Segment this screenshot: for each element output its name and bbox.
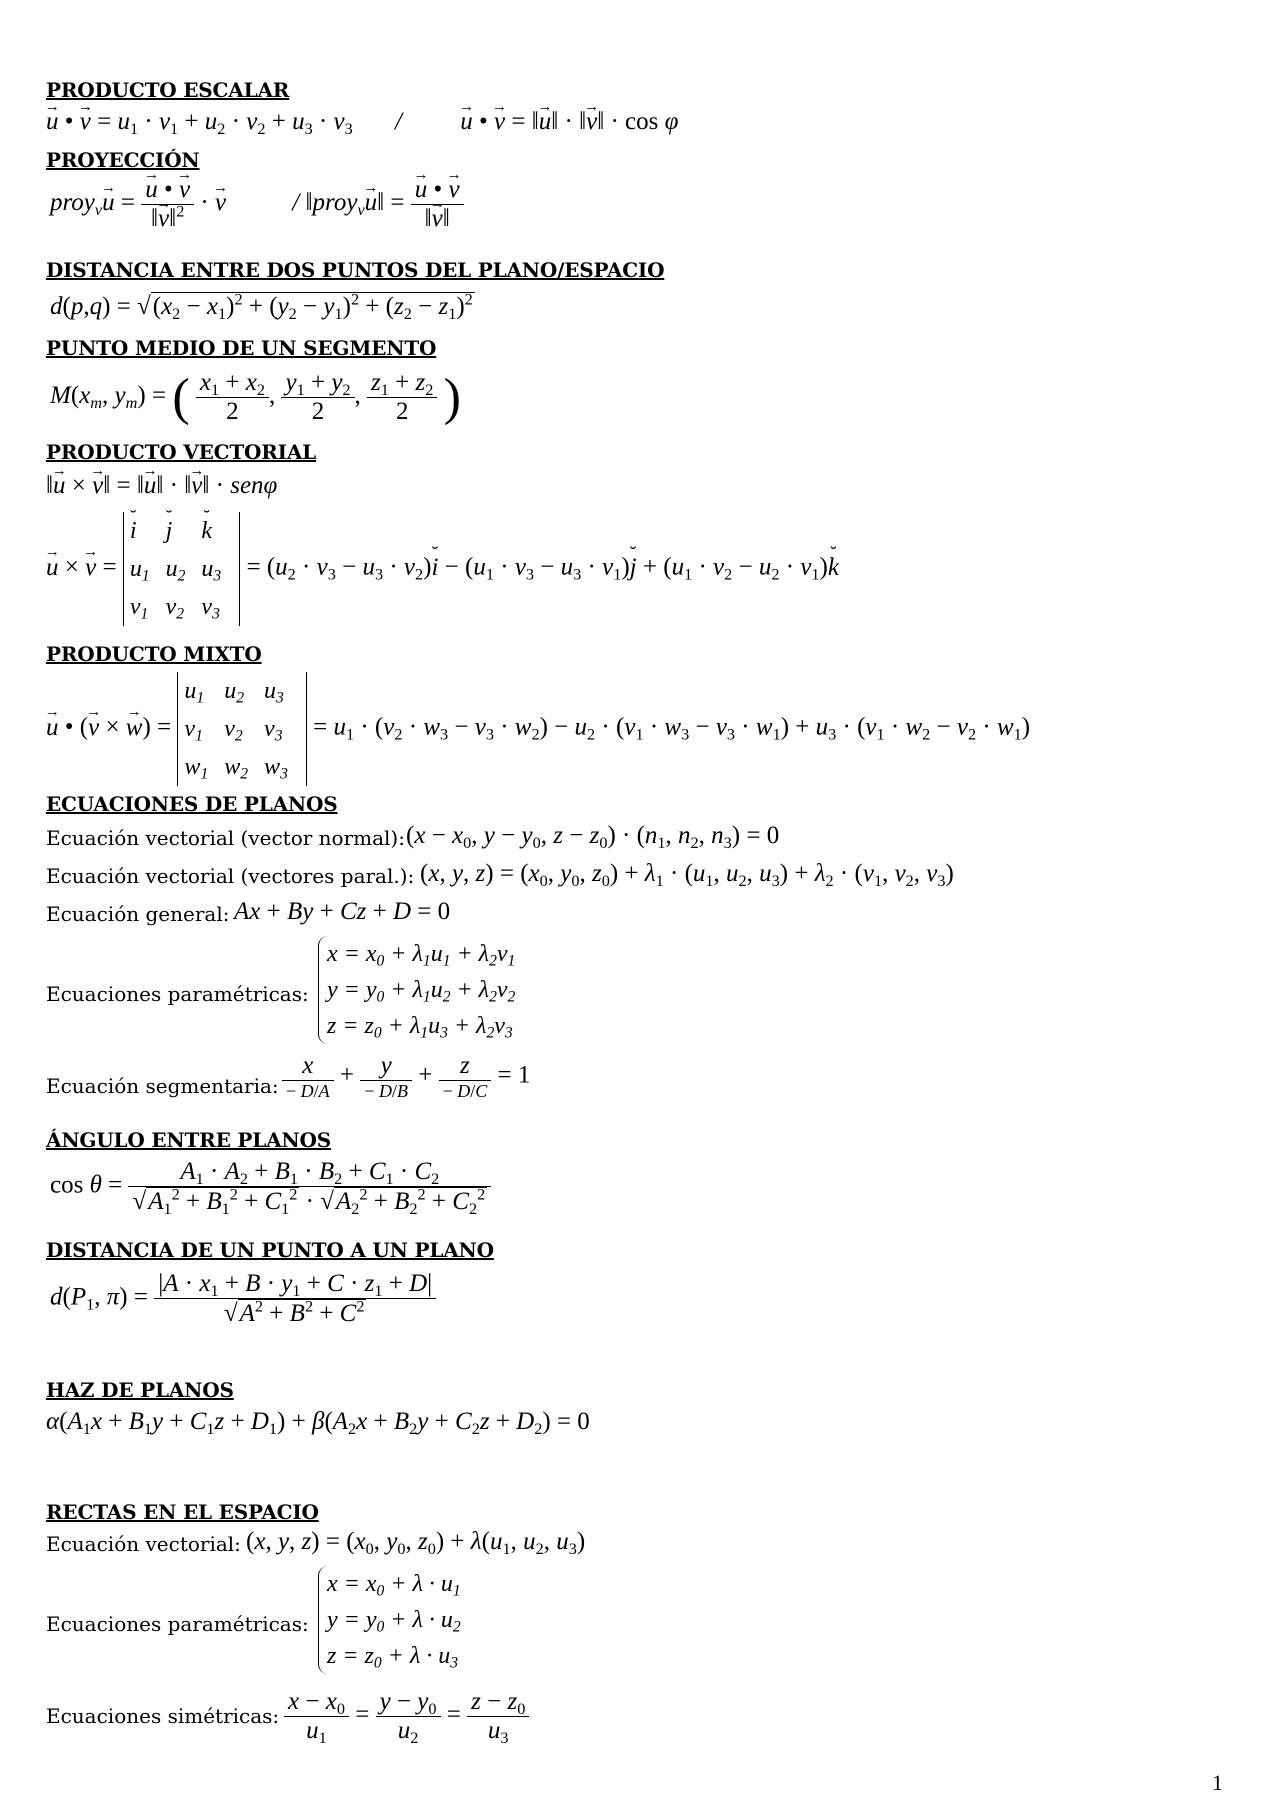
- label-recta-parametricas: Ecuaciones paramétricas:: [46, 1612, 309, 1636]
- label-recta-simetricas: Ecuaciones simétricas:: [46, 1704, 280, 1728]
- formula-producto-vectorial: → u × → v = ˘ i ˘ j ˘ k $u_1$ $u_2$ $u_3$ $v_1$ $v_2$ $v_3$ = ($u_2 \cdot v_3 - u_3$ · $v_2)˘$ $i - (u_1 \cdot v_3 - u_3$ · $v_1)˘$ $j + (u_1 \cdot v_2 - u_2$ · $v_1)˘$ k: [46, 512, 839, 626]
- heading-distancia-punto-plano: DISTANCIA DE UN PUNTO A UN PLANO: [46, 1238, 494, 1262]
- formula-plano-parametricas: $x = x_0 + \lambda_1u_1 + \lambda_2v_1$ $y = y_0 + \lambda_1u_2 + \lambda_2v_2$ $z = z_0 + \lambda_1u_3 + \lambda_2v_3$: [318, 936, 515, 1044]
- label-plano-segmentaria: Ecuación segmentaria:: [46, 1074, 279, 1098]
- formula-haz-planos: $\alpha(A_1x + B_1y + C_1z + D_1) + \beta(A_2x + B_2y + C_2z + D_2) = 0$: [46, 1408, 590, 1438]
- heading-haz-planos: HAZ DE PLANOS: [46, 1378, 234, 1402]
- formula-plano-general: Ax + By + Cz + D = 0: [234, 898, 451, 925]
- formula-distancia-puntos: $d(p,q) = √(x_2 - x_1)^2 + (y_2 - y_1)^2 + (z_2 - z_1)^2$: [50, 290, 473, 323]
- label-plano-parametricas: Ecuaciones paramétricas:: [46, 982, 309, 1006]
- heading-producto-vectorial: PRODUCTO VECTORIAL: [46, 440, 316, 464]
- heading-distancia-puntos: DISTANCIA ENTRE DOS PUNTOS DEL PLANO/ESPACIO: [46, 258, 665, 282]
- formula-recta-parametricas: $x = x_0 + \lambda \cdot u_1$ $y = y_0 + \lambda \cdot u_2$ $z = z_0 + \lambda \cdot u_3$: [318, 1566, 461, 1674]
- formula-distancia-punto-plano: $d(P_1$, π) = $\frac{|A \cdot x_1 + B \cdot y_1 + C \cdot z_1 + D|}{√A^2 + B^2 + C^2}$: [50, 1270, 436, 1328]
- label-plano-general: Ecuación general:: [46, 902, 230, 926]
- formula-plano-vectorial-paral: (x, y, $z) = (x_0$, $y_0$, $z_0) + \lambda_1 \cdot (u_1$, $u_2$, $u_3) + \lambda_2 \cdot (v_1$, $v_2$, $v_3$): [420, 860, 954, 890]
- heading-ecuaciones-planos: ECUACIONES DE PLANOS: [46, 792, 338, 816]
- formula-proyeccion: proy$_v$→ u = → $\frac{u • \to v}{‖\to v‖^2}$ · → v / ‖proy$_v$→ u‖ = → $\frac{u • \to v}{‖\to v‖}$: [50, 176, 464, 233]
- label-recta-vectorial: Ecuación vectorial:: [46, 1532, 241, 1556]
- formula-producto-mixto: → u • (→ v × → w) = $u_1$ $u_2$ $u_3$ $v_1$ $v_2$ $v_3$ $w_1$ $w_2$ $w_3$ = $u_1 \cdot (v_2 \cdot w_3 - v_3 \cdot w_2) - u_2 \cdot (v_1 \cdot w_3 - v_3 \cdot w_1) + u_3 \cdot (v_1 \cdot w_2 - v_2 \cdot w_1)$: [46, 672, 1030, 786]
- heading-proyeccion: PROYECCIÓN: [46, 148, 200, 172]
- heading-punto-medio: PUNTO MEDIO DE UN SEGMENTO: [46, 336, 437, 360]
- label-plano-vectorial-normal: Ecuación vectorial (vector normal):: [46, 826, 405, 850]
- heading-angulo-planos: ÁNGULO ENTRE PLANOS: [46, 1128, 331, 1152]
- formula-angulo-planos: cos θ = $\frac{A_1 \cdot A_2 + B_1 \cdot B_2 + C_1 \cdot C_2}{√A_1^2 + B_1^2 + C_1^2 \cdot √A_2^2 + B_2^2 + C_2^2}$: [50, 1158, 491, 1216]
- heading-producto-escalar: PRODUCTO ESCALAR: [46, 78, 290, 102]
- formula-modulo-producto-vectorial: ‖→ u × → v‖ = ‖→ u‖ · ‖→ v‖ · senφ: [46, 472, 277, 500]
- formula-recta-simetricas: $\frac{x - x_0}{u_1}$ = $\frac{y - y_0}{u_2}$ = $\frac{z - z_0}{u_3}$: [284, 1688, 529, 1745]
- heading-producto-mixto: PRODUCTO MIXTO: [46, 642, 262, 666]
- formula-recta-vectorial: (x, y, $z) = (x_0$, $y_0$, $z_0) + \lambda(u_1$, $u_2$, $u_3$): [246, 1528, 586, 1558]
- label-plano-vectorial-paral: Ecuación vectorial (vectores paral.):: [46, 864, 415, 888]
- formula-punto-medio: $M(x_m$, $y_m$) = ( $\frac{x_1 + x_2}{2}$ , $\frac{y_1 + y_2}{2}$ , $\frac{z_1 + z_2}{2}$ ): [50, 369, 461, 426]
- formula-producto-escalar: → u • → $v = u_1 \cdot v_1 + u_2 \cdot v_2 + u_3 \cdot v_3$ / → u • → v = ‖→ u‖ · ‖→ v‖ · cos φ: [46, 108, 678, 136]
- heading-rectas-espacio: RECTAS EN EL ESPACIO: [46, 1500, 319, 1524]
- page-number: 1: [1212, 1770, 1223, 1795]
- formula-plano-vectorial-normal: ($x - x_0$, $y - y_0$, $z - z_0) \cdot (n_1$, $n_2$, $n_3) = 0$: [406, 822, 780, 852]
- formula-plano-segmentaria: x − D/A + y − D/B + z − D/C = 1: [282, 1052, 530, 1102]
